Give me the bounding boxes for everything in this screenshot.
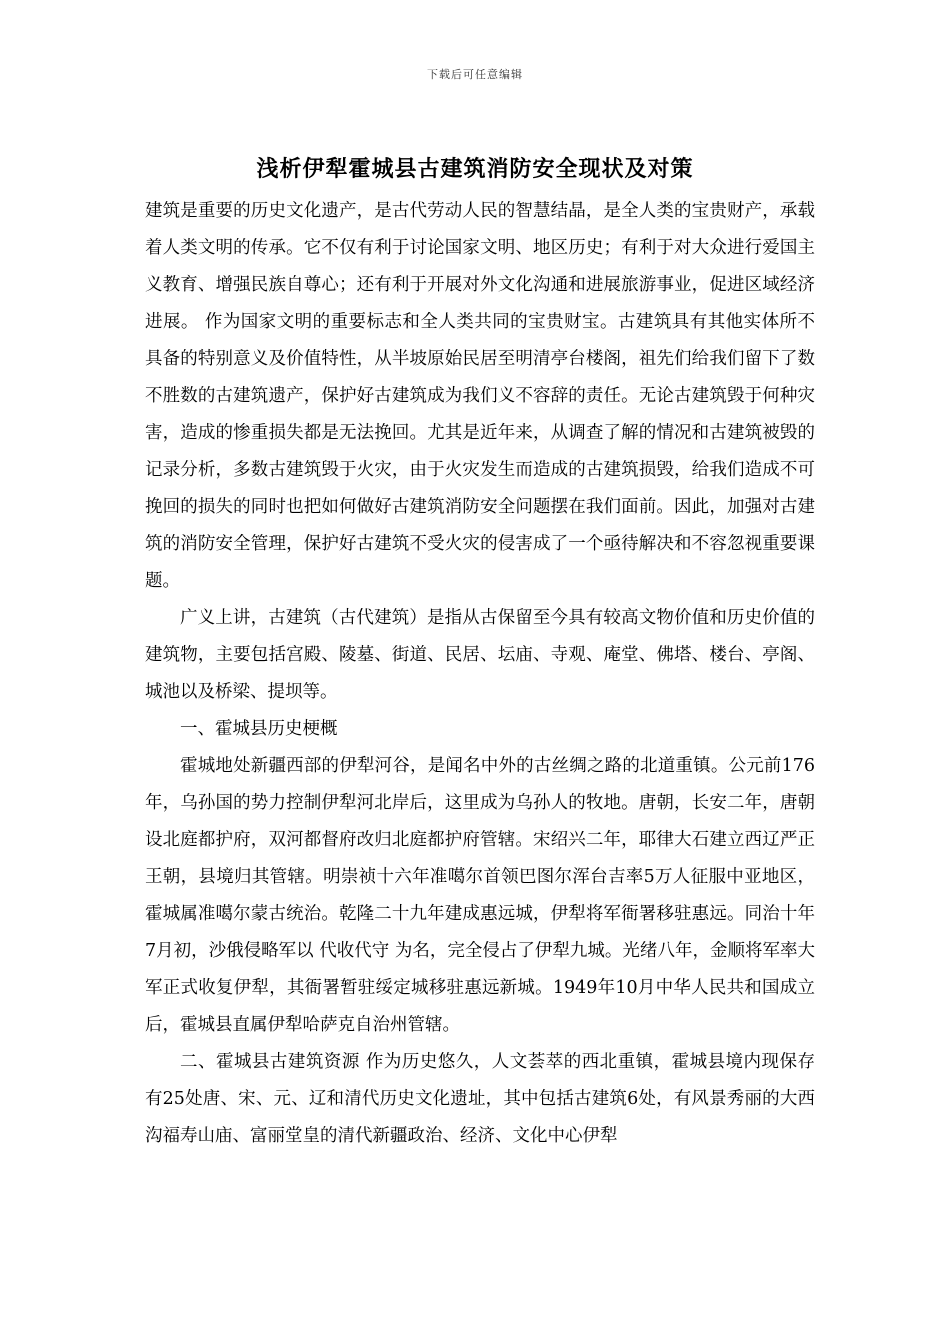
- paragraph-history: 霍城地处新疆西部的伊犁河谷，是闻名中外的古丝绸之路的北道重镇。公元前176年，乌孙国的势力控制伊犁河北岸后，这里成为乌孙人的牧地。唐朝，长安二年，唐朝设北庭都护府，双河都督府改归北庭都护府管辖。宋绍兴二年，耶律大石建立西辽严正王朝，县境归其管辖。明崇祯十六年准噶尔首领巴图尔浑台吉率5万人征服中亚地区，霍城属准噶尔蒙古统治。乾隆二十九年建成惠远城，伊犁将军衙署移驻惠远。同治十年7月初，沙俄侵略军以 代收代守 为名，完全侵占了伊犁九城。光绪八年，金顺将军率大军正式收复伊犁，其衙署暂驻绥定城移驻惠远新城。1949年10月中华人民共和国成立后，霍城县直属伊犁哈萨克自治州管辖。: [145, 756, 815, 1035]
- paragraph-resources: 二、霍城县古建筑资源 作为历史悠久，人文荟萃的西北重镇，霍城县境内现保存有25处唐、宋、元、辽和清代历史文化遗址，其中包括古建筑6处，有风景秀丽的大西沟福寿山庙、富丽堂皇的清代新疆政治、经济、文化中心伊犁: [145, 1052, 815, 1146]
- document-body: [145, 193, 815, 1155]
- document-title: 浅析伊犁霍城县古建筑消防安全现状及对策: [256, 156, 694, 182]
- section-heading-history: 一、霍城县历史梗概: [180, 719, 338, 739]
- paragraph-intro: 建筑是重要的历史文化遗产，是古代劳动人民的智慧结晶，是全人类的宝贵财产，承载着人类文明的传承。它不仅有利于讨论国家文明、地区历史；有利于对大众进行爱国主义教育、增强民族自尊心；还有利于开展对外文化沟通和进展旅游事业，促进区域经济进展。 作为国家文明的重要标志和全人类共同的宝贵财宝。古建筑具有其他实体所不具备的特别意义及价值特性，从半坡原始民居至明清亭台楼阁，祖先们给我们留下了数不胜数的古建筑遗产，保护好古建筑成为我们义不容辞的责任。无论古建筑毁于何种灾害，造成的惨重损失都是无法挽回。尤其是近年来，从调查了解的情况和古建筑被毁的记录分析，多数古建筑毁于火灾，由于火灾发生而造成的古建筑损毁，给我们造成不可挽回的损失的同时也把如何做好古建筑消防安全问题摆在我们面前。因此，加强对古建筑的消防安全管理，保护好古建筑不受火灾的侵害成了一个亟待解决和不容忽视重要课题。: [145, 201, 815, 591]
- header-note: 下载后可任意编辑: [427, 68, 523, 81]
- paragraph-definition: 广义上讲，古建筑（古代建筑）是指从古保留至今具有较高文物价值和历史价值的建筑物，主要包括宫殿、陵墓、街道、民居、坛庙、寺观、庵堂、佛塔、楼台、亭阁、城池以及桥梁、提坝等。: [145, 608, 815, 702]
